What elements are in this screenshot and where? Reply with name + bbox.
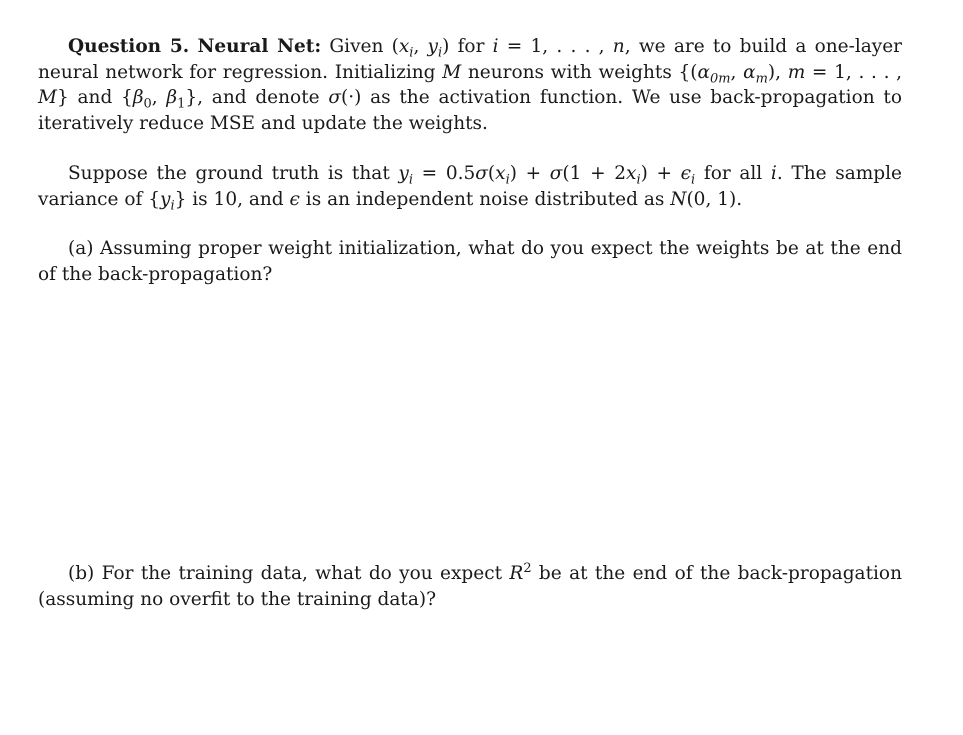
question-topic: Neural Net: xyxy=(197,36,322,57)
part-b-question: (b) For the training data, what do you expect $R^2$ be at the end of the back-propagation (assuming no overfit to the training data)? xyxy=(38,560,902,610)
part-a-question: (a) Assuming proper weight initialization, what do you expect the weights be at the end of the back-propagation? xyxy=(38,238,902,285)
question-intro: Question 5. Neural Net: Given ($x_i$, $y_i$) for i = 1, . . . , n, we are to build a one-layer neural network for regression. Initializing M neurons with weights {($\alpha_{0m}$, $\alpha_m$), m = 1, . . . , M} and {$\beta_0$, $\beta_1$}, and denote σ(·) as the activation function. We use back-propagation to iteratively reduce MSE and update the weights. xyxy=(38,36,903,134)
question-heading: Question 5. xyxy=(68,36,190,57)
ground-truth-paragraph: Suppose the ground truth is that $y_i = 0.5\sigma(x_i) + \sigma(1 + 2x_i) + \epsilon_i$ for all i. The sample variance of $\{y_i\}$ is 10, and ϵ is an independent noise distributed as N(0, 1). xyxy=(38,163,903,214)
